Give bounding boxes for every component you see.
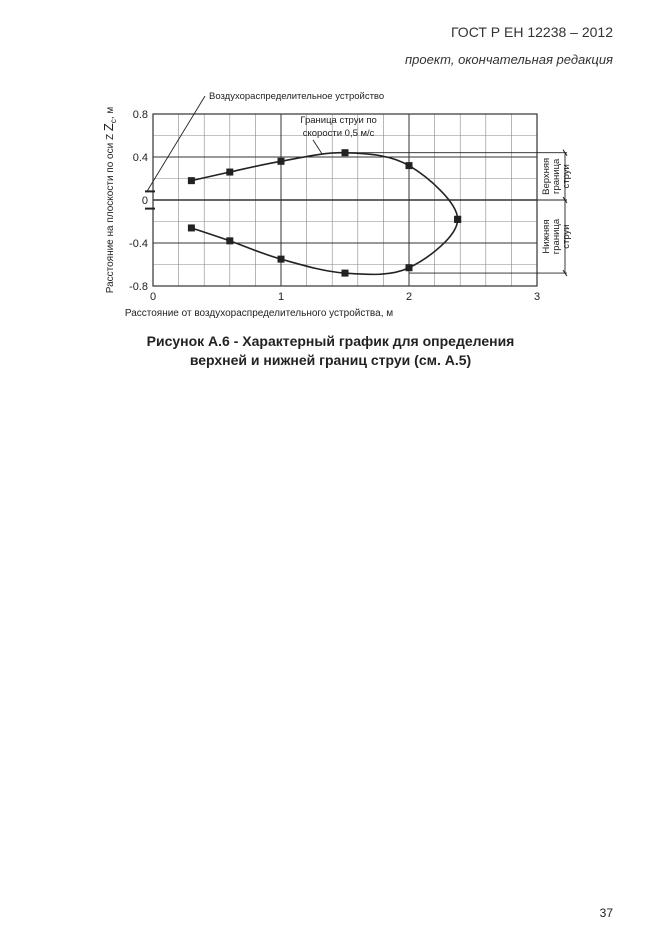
y-tick-label: -0.8 — [129, 281, 148, 293]
y-tick-label: 0.4 — [132, 152, 148, 164]
y-tick-label: 0.8 — [132, 109, 148, 121]
lower-point — [342, 270, 349, 277]
annotations — [147, 91, 572, 276]
lower-boundary-label: граница — [551, 218, 562, 255]
x-tick-label: 0 — [149, 291, 157, 303]
lower-point — [454, 216, 461, 223]
x-tick-label: 2 — [405, 291, 413, 303]
boundary-annotation-1: Граница струи по — [300, 115, 377, 126]
y-tick-label: -0.4 — [129, 238, 148, 250]
upper-point — [188, 177, 195, 184]
chart-grid — [145, 114, 537, 286]
y-axis-label: Расстояние на плоскости по оси Z $Z_c$, м — [101, 106, 118, 294]
lower-point — [406, 264, 413, 271]
lower-boundary-label: Нижняя — [541, 219, 552, 254]
lower-boundary-label: струи — [561, 224, 572, 249]
figure-caption-line1: Рисунок А.6 - Характерный график для определения — [146, 333, 515, 349]
device-leader — [147, 96, 205, 191]
standard-number: ГОСТ Р ЕН 12238 – 2012 — [451, 24, 613, 40]
lower-point — [226, 237, 233, 244]
data-points — [188, 149, 461, 276]
lower-point — [278, 256, 285, 263]
x-tick-label: 3 — [533, 291, 541, 303]
figure-caption-line2: верхней и нижней границ струи (см. А.5) — [189, 352, 472, 368]
upper-point — [226, 169, 233, 176]
upper-point — [278, 158, 285, 165]
y-tick-label: 0 — [141, 195, 148, 207]
edition-note: проект, окончательная редакция — [405, 52, 613, 67]
upper-point — [406, 162, 413, 169]
boundary-annotation-2: скорости 0,5 м/с — [302, 128, 375, 139]
jet-boundary-chart — [95, 82, 615, 322]
x-axis-label: Расстояние от воздухораспределительного устройства, м — [124, 308, 394, 319]
boundary-leader — [313, 140, 322, 154]
x-tick-label: 1 — [277, 291, 285, 303]
upper-boundary-label: граница — [551, 158, 562, 195]
page-number: 37 — [599, 906, 613, 920]
device-annotation: Воздухораспределительное устройство — [209, 91, 385, 102]
upper-boundary-label: Верхняя — [541, 157, 552, 195]
upper-boundary-label: струи — [561, 164, 572, 189]
lower-point — [188, 224, 195, 231]
